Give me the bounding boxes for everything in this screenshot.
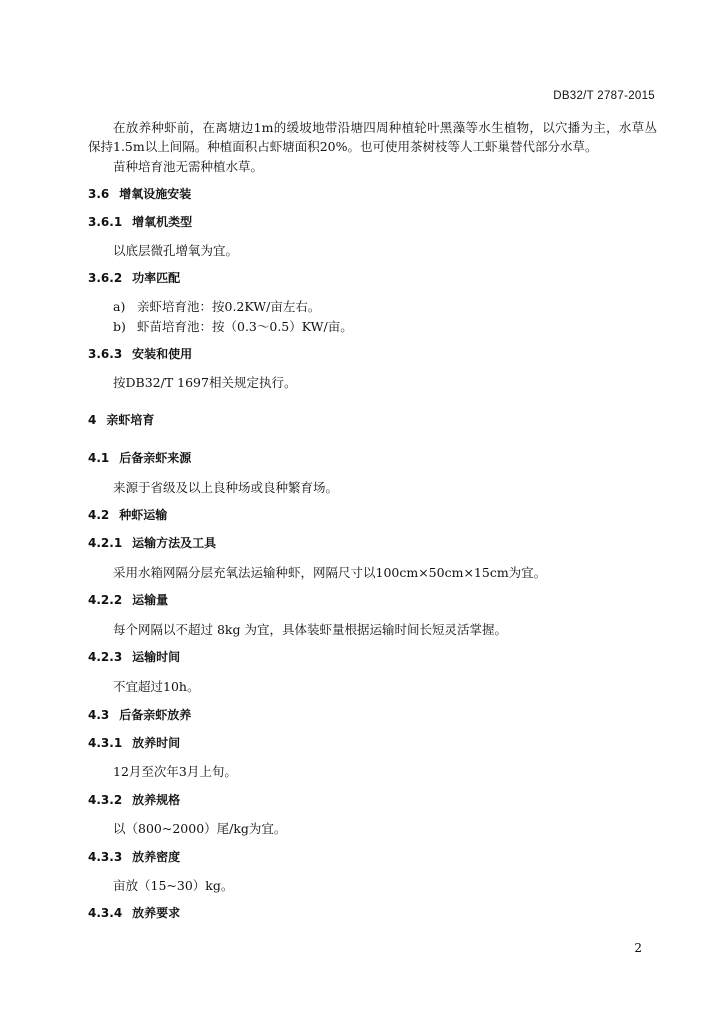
- heading-3-6-3: [88, 347, 192, 361]
- heading-4-3: [88, 708, 191, 722]
- heading-number: 4.3.1: [88, 736, 123, 750]
- heading-title: 种虾运输: [119, 508, 168, 522]
- list-item-a: [113, 299, 320, 314]
- heading-number: 4: [88, 413, 97, 427]
- heading-3-6-2: [88, 271, 180, 285]
- list-marker: a): [113, 299, 126, 314]
- intro-line-2: 保持1.5m以上间隔。种植面积占虾塘面积20%。也可使用茶树枝等人工虾巢替代部分水草。: [88, 139, 598, 154]
- heading-title: 增氧机类型: [132, 215, 193, 229]
- heading-4-3-3: [88, 850, 180, 864]
- heading-4-3-4: [88, 906, 180, 920]
- heading-4-3-1: [88, 736, 180, 750]
- heading-number: 4.2.2: [88, 593, 123, 607]
- heading-title: 放养密度: [132, 850, 181, 864]
- heading-number: 3.6.2: [88, 271, 123, 285]
- paragraph-4-2-2: 每个网隔以不超过 8kg 为宜，具体装虾量根据运输时间长短灵活掌握。: [113, 622, 507, 637]
- paragraph-4-3-3: 亩放（15~30）kg。: [113, 878, 234, 893]
- intro-note: 苗种培育池无需种植水草。: [113, 159, 264, 174]
- heading-number: 4.3.4: [88, 906, 123, 920]
- heading-title: 功率匹配: [132, 271, 181, 285]
- heading-number: 4.3.3: [88, 850, 123, 864]
- paragraph-4-1: 来源于省级及以上良种场或良种繁育场。: [113, 480, 339, 495]
- heading-4-2-1: [88, 536, 216, 550]
- document-code-header: DB32/T 2787-2015: [553, 90, 655, 102]
- intro-line-1: 在放养种虾前，在离塘边1m的缓坡地带沿塘四周种植轮叶黑藻等水生植物，以穴播为主，水草丛: [113, 120, 657, 135]
- heading-title: 运输量: [132, 593, 169, 607]
- heading-title: 增氧设施安装: [119, 187, 192, 201]
- heading-title: 安装和使用: [132, 347, 193, 361]
- list-item-b: [113, 319, 353, 334]
- list-item-text: 虾苗培育池：按（0.3～0.5）KW/亩。: [137, 319, 353, 334]
- heading-title: 运输方法及工具: [132, 536, 217, 550]
- heading-number: 3.6.3: [88, 347, 123, 361]
- heading-4-2: [88, 508, 167, 522]
- heading-title: 后备亲虾放养: [119, 708, 192, 722]
- heading-4-3-2: [88, 793, 180, 807]
- heading-number: 3.6.1: [88, 215, 123, 229]
- list-marker: b): [113, 319, 126, 334]
- heading-number: 4.2.3: [88, 650, 123, 664]
- heading-4-1: [88, 451, 191, 465]
- paragraph-4-3-2: 以（800~2000）尾/kg为宜。: [113, 821, 287, 836]
- heading-3-6-1: [88, 215, 192, 229]
- paragraph-4-2-3: 不宜超过10h。: [113, 679, 200, 694]
- page-number: 2: [634, 941, 642, 955]
- heading-title: 放养要求: [132, 906, 181, 920]
- heading-number: 4.1: [88, 451, 110, 465]
- heading-number: 4.3.2: [88, 793, 123, 807]
- heading-number: 3.6: [88, 187, 110, 201]
- list-item-text: 亲虾培育池：按0.2KW/亩左右。: [137, 299, 321, 314]
- heading-number: 4.2: [88, 508, 110, 522]
- heading-title: 运输时间: [132, 650, 181, 664]
- paragraph-3-6-3: 按DB32/T 1697相关规定执行。: [113, 375, 297, 390]
- heading-title: 亲虾培育: [106, 413, 155, 427]
- heading-number: 4.3: [88, 708, 110, 722]
- heading-title: 后备亲虾来源: [119, 451, 192, 465]
- paragraph-4-2-1: 采用水箱网隔分层充氧法运输种虾，网隔尺寸以100cm×50cm×15cm为宜。: [113, 565, 547, 580]
- heading-title: 放养时间: [132, 736, 181, 750]
- heading-3-6: [88, 187, 191, 201]
- heading-chapter-4: [88, 413, 154, 427]
- heading-number: 4.2.1: [88, 536, 123, 550]
- heading-title: 放养规格: [132, 793, 181, 807]
- paragraph-4-3-1: 12月至次年3月上旬。: [113, 764, 237, 779]
- paragraph-3-6-1: 以底层微孔增氧为宜。: [113, 243, 239, 258]
- heading-4-2-3: [88, 650, 180, 664]
- heading-4-2-2: [88, 593, 168, 607]
